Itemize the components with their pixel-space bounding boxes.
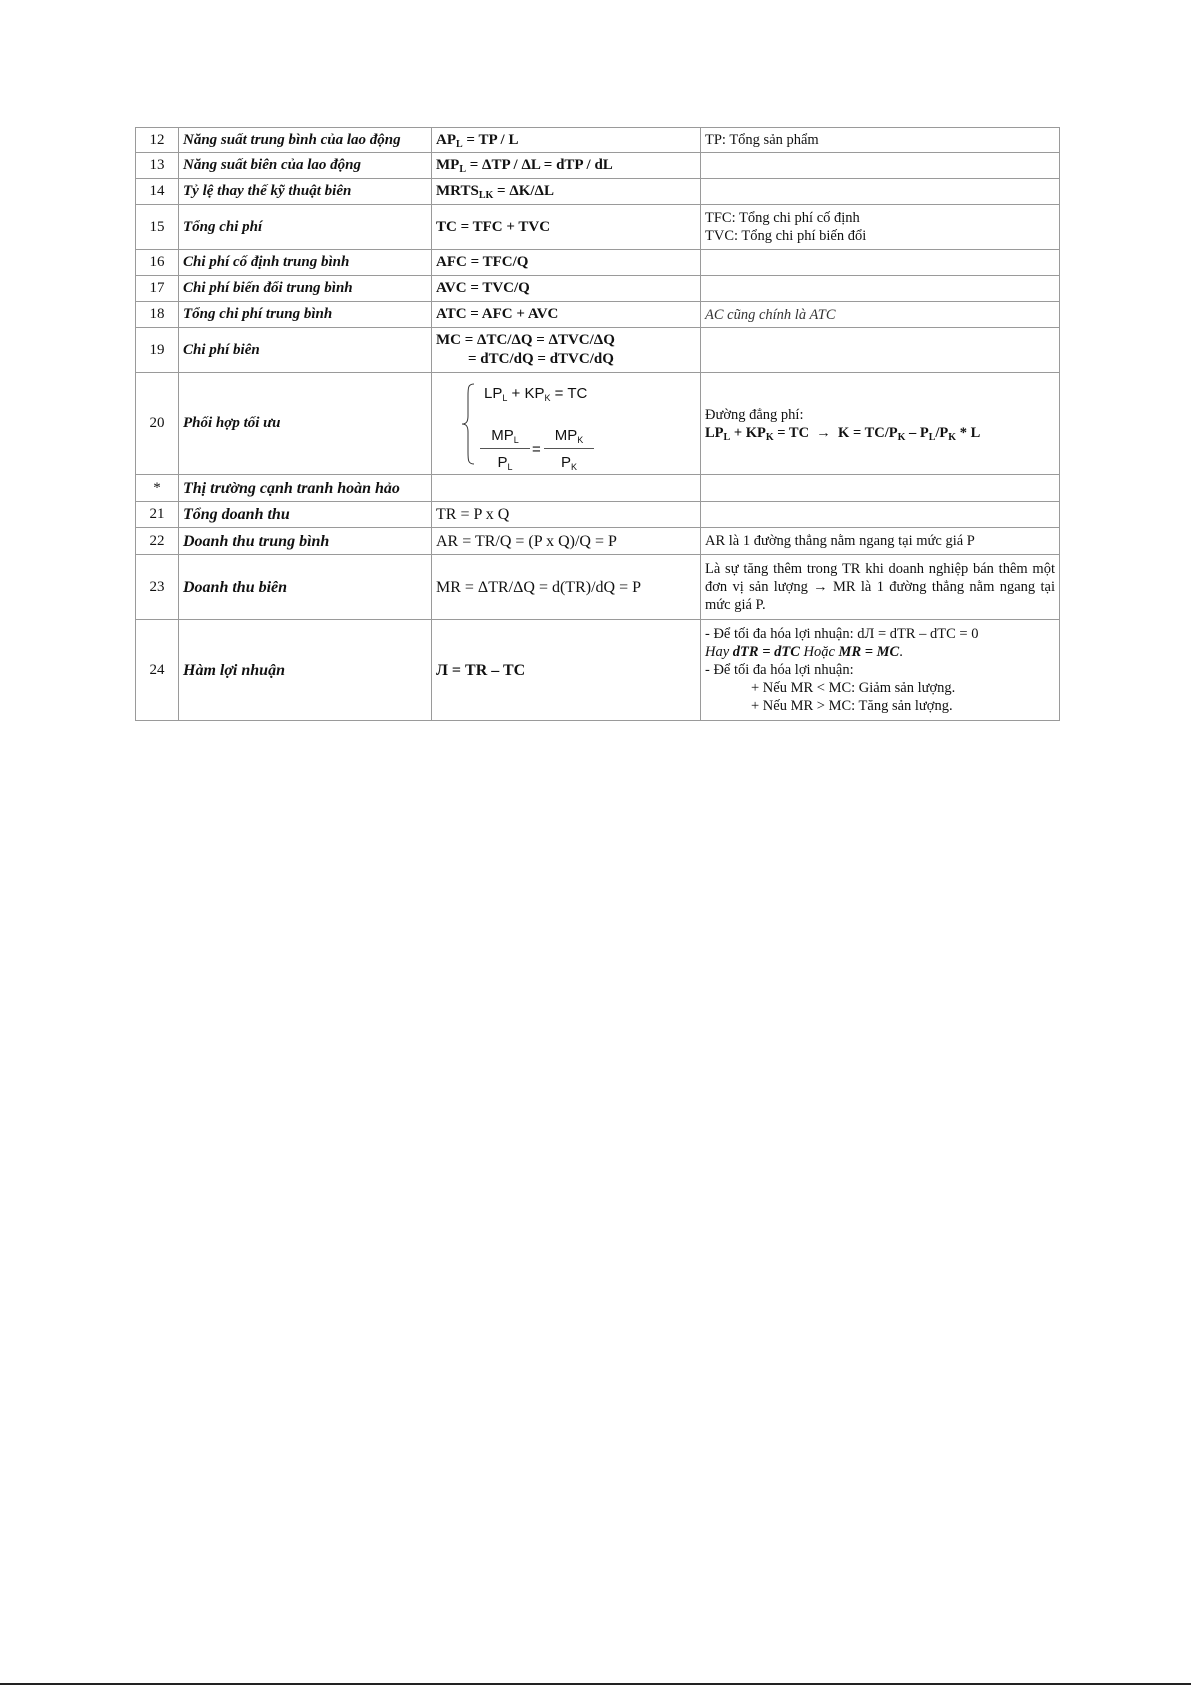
fraction-numerator bbox=[544, 426, 594, 449]
equation-subscript: K bbox=[765, 431, 774, 443]
left-brace-icon bbox=[460, 382, 476, 466]
formula bbox=[432, 128, 701, 153]
equation-subscript: L bbox=[513, 434, 519, 445]
equals-sign: = bbox=[532, 440, 541, 458]
note-line: TVC: Tổng chi phí biến đổi bbox=[705, 228, 867, 244]
table-row bbox=[136, 276, 1060, 302]
note-part: Hoặc bbox=[799, 644, 839, 660]
note bbox=[701, 276, 1060, 302]
formula-line: = dTC/dQ = dTVC/dQ bbox=[468, 351, 614, 367]
note-line: Đường đẳng phí: bbox=[705, 406, 804, 423]
note: AR là 1 đường thẳng nằm ngang tại mức giá P bbox=[701, 528, 1060, 555]
table-row bbox=[136, 302, 1060, 328]
row-number: 19 bbox=[136, 328, 179, 373]
equation-system bbox=[432, 378, 682, 470]
row-number: * bbox=[136, 475, 179, 502]
note bbox=[701, 373, 1060, 475]
equation-subscript: L bbox=[502, 392, 508, 403]
note bbox=[701, 502, 1060, 528]
equation-part: MP bbox=[554, 426, 578, 444]
equation-subscript: K bbox=[897, 431, 906, 443]
row-number: 23 bbox=[136, 555, 179, 620]
concept-name: Hàm lợi nhuận bbox=[179, 620, 432, 721]
note-line: TFC: Tổng chi phí cố định bbox=[705, 210, 860, 226]
formula-line: MC = ΔTC/ΔQ = ΔTVC/ΔQ bbox=[436, 332, 615, 348]
table-row bbox=[136, 555, 1060, 620]
formula: TR = P x Q bbox=[432, 502, 701, 528]
row-number: 15 bbox=[136, 205, 179, 250]
note-line bbox=[705, 643, 1055, 661]
concept-name: Doanh thu trung bình bbox=[179, 528, 432, 555]
formula: ATC = AFC + AVC bbox=[432, 302, 701, 328]
note bbox=[701, 328, 1060, 373]
table-row bbox=[136, 528, 1060, 555]
equation-part: /P bbox=[935, 424, 949, 441]
note-part: Hay bbox=[705, 644, 733, 660]
concept-name: Chi phí cố định trung bình bbox=[179, 250, 432, 276]
equation-subscript: L bbox=[723, 431, 731, 443]
formula bbox=[432, 179, 701, 205]
formula-part: = ΔTP / ΔL = dTP / dL bbox=[466, 157, 613, 173]
concept-name: Chi phí biên bbox=[179, 328, 432, 373]
note-part: . bbox=[899, 644, 903, 660]
concept-name: Tổng chi phí bbox=[179, 205, 432, 250]
fraction-right bbox=[544, 426, 594, 472]
equation-subscript: K bbox=[544, 392, 551, 403]
formula-subscript: L bbox=[459, 164, 466, 175]
fraction-denominator bbox=[544, 449, 594, 472]
formula bbox=[432, 373, 701, 475]
formula: AR = TR/Q = (P x Q)/Q = P bbox=[432, 528, 701, 555]
equation-part: = TC → K = TC/P bbox=[773, 424, 898, 441]
note bbox=[701, 620, 1060, 721]
equation-part: + KP bbox=[730, 424, 766, 441]
note-line: - Để tối đa hóa lợi nhuận: bbox=[705, 662, 854, 678]
concept-name: Tỷ lệ thay thế kỹ thuật biên bbox=[179, 179, 432, 205]
fraction-left bbox=[480, 426, 530, 472]
note bbox=[701, 205, 1060, 250]
row-number: 13 bbox=[136, 153, 179, 179]
equation-part: LP bbox=[705, 424, 724, 441]
note-part: dTR = dTC bbox=[732, 644, 800, 660]
equation-part: – P bbox=[905, 424, 929, 441]
formula-part: = TP / L bbox=[462, 131, 519, 148]
equation-subscript: K bbox=[948, 431, 957, 443]
equation-part: P bbox=[560, 453, 571, 471]
concept-name: Năng suất trung bình của lao động bbox=[179, 128, 432, 153]
isocost-equation bbox=[705, 424, 1055, 442]
note: TP: Tổng sản phẩm bbox=[701, 128, 1060, 153]
row-number: 16 bbox=[136, 250, 179, 276]
formula: AVC = TVC/Q bbox=[432, 276, 701, 302]
section-heading: Thị trường cạnh tranh hoàn hảo bbox=[179, 475, 432, 502]
concept-name: Doanh thu biên bbox=[179, 555, 432, 620]
concept-name: Tổng chi phí trung bình bbox=[179, 302, 432, 328]
table-row bbox=[136, 373, 1060, 475]
equation-subscript: L bbox=[928, 431, 936, 443]
row-number: 14 bbox=[136, 179, 179, 205]
formula-table bbox=[135, 127, 1060, 721]
concept-name: Tổng doanh thu bbox=[179, 502, 432, 528]
formula: MR = ΔTR/ΔQ = d(TR)/dQ = P bbox=[432, 555, 701, 620]
fraction-numerator bbox=[480, 426, 530, 449]
row-number: 18 bbox=[136, 302, 179, 328]
formula bbox=[432, 475, 701, 502]
formula: TC = TFC + TVC bbox=[432, 205, 701, 250]
equation-subscript: K bbox=[571, 461, 578, 472]
note-line: - Để tối đa hóa lợi nhuận: dЛ = dTR – dTC = 0 bbox=[705, 626, 979, 642]
table-row bbox=[136, 250, 1060, 276]
table-row bbox=[136, 128, 1060, 153]
formula-part: = ΔK/ΔL bbox=[493, 183, 554, 199]
equation-part: * L bbox=[956, 424, 981, 441]
formula-part: MRTS bbox=[436, 183, 479, 199]
note bbox=[701, 475, 1060, 502]
formula-subscript: L bbox=[456, 138, 463, 150]
equation-subscript: L bbox=[507, 461, 513, 472]
concept-name: Năng suất biên của lao động bbox=[179, 153, 432, 179]
formula-part: AP bbox=[436, 131, 456, 148]
row-number: 21 bbox=[136, 502, 179, 528]
table-row bbox=[136, 620, 1060, 721]
row-number: 17 bbox=[136, 276, 179, 302]
row-number: 22 bbox=[136, 528, 179, 555]
table-row bbox=[136, 179, 1060, 205]
formula-part: MP bbox=[436, 157, 460, 173]
formula bbox=[432, 328, 701, 373]
concept-name: Chi phí biến đổi trung bình bbox=[179, 276, 432, 302]
equation-part: LP bbox=[484, 384, 503, 402]
concept-name: Phối hợp tối ưu bbox=[179, 373, 432, 475]
budget-equation bbox=[484, 384, 587, 403]
note: AC cũng chính là ATC bbox=[701, 302, 1060, 328]
row-number: 12 bbox=[136, 128, 179, 153]
note bbox=[701, 153, 1060, 179]
formula: AFC = TFC/Q bbox=[432, 250, 701, 276]
table-row bbox=[136, 475, 1060, 502]
equation-part: = TC bbox=[550, 384, 588, 402]
equation-part: MP bbox=[491, 426, 514, 444]
table-row bbox=[136, 328, 1060, 373]
equation-part: P bbox=[497, 453, 508, 471]
note-line: + Nếu MR < MC: Giảm sản lượng. bbox=[751, 680, 956, 696]
note bbox=[701, 250, 1060, 276]
row-number: 20 bbox=[136, 373, 179, 475]
formula: Л = TR – TC bbox=[432, 620, 701, 721]
note bbox=[701, 179, 1060, 205]
row-number: 24 bbox=[136, 620, 179, 721]
formula-subscript: LK bbox=[478, 190, 494, 201]
table-row bbox=[136, 205, 1060, 250]
note: Là sự tăng thêm trong TR khi doanh nghiệp bán thêm một đơn vị sản lượng → MR là 1 đường thẳng nằm ngang tại mức giá P. bbox=[701, 555, 1060, 620]
note-line: + Nếu MR > MC: Tăng sản lượng. bbox=[751, 698, 953, 714]
formula bbox=[432, 153, 701, 179]
table-row bbox=[136, 153, 1060, 179]
equation-subscript: K bbox=[577, 434, 584, 445]
table-row bbox=[136, 502, 1060, 528]
fraction-denominator bbox=[480, 449, 530, 472]
note-part: MR = MC bbox=[838, 644, 900, 660]
equation-part: + KP bbox=[507, 384, 545, 402]
